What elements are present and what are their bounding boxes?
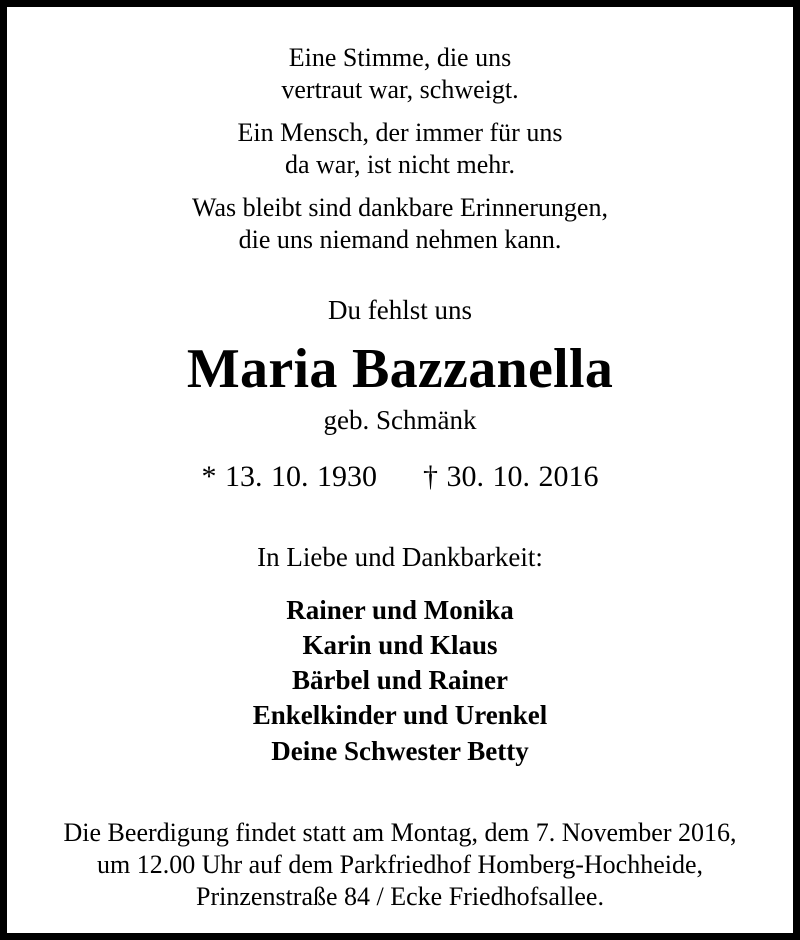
- maiden-name: geb. Schmänk: [323, 405, 477, 435]
- dedication: In Liebe und Dankbarkeit:: [257, 542, 543, 572]
- verse-line: die uns niemand nehmen kann.: [238, 225, 562, 254]
- birth-date: * 13. 10. 1930: [201, 460, 377, 493]
- mourner: Karin und Klaus: [302, 630, 498, 660]
- verse-line: Was bleibt sind dankbare Erinnerungen,: [192, 193, 608, 222]
- mourner: Bärbel und Rainer: [291, 665, 509, 695]
- mourner: Rainer und Monika: [286, 595, 514, 625]
- verse-line: Eine Stimme, die uns: [288, 43, 512, 72]
- mourner: Deine Schwester Betty: [271, 736, 529, 766]
- deceased-name: Maria Bazzanella: [186, 338, 614, 400]
- mourner: Enkelkinder und Urenkel: [252, 700, 548, 730]
- funeral-line: Prinzenstraße 84 / Ecke Friedhofsallee.: [196, 882, 604, 911]
- verse-line: vertraut war, schweigt.: [281, 75, 519, 104]
- funeral-line: um 12.00 Uhr auf dem Parkfriedhof Homberg-Hochheide,: [96, 850, 704, 879]
- death-date: † 30. 10. 2016: [423, 460, 599, 493]
- verse-line: da war, ist nicht mehr.: [284, 150, 515, 179]
- life-dates: [7, 462, 793, 492]
- missed-line: Du fehlst uns: [328, 295, 472, 325]
- verse-line: Ein Mensch, der immer für uns: [237, 118, 563, 147]
- funeral-line: Die Beerdigung findet statt am Montag, dem 7. November 2016,: [63, 818, 737, 847]
